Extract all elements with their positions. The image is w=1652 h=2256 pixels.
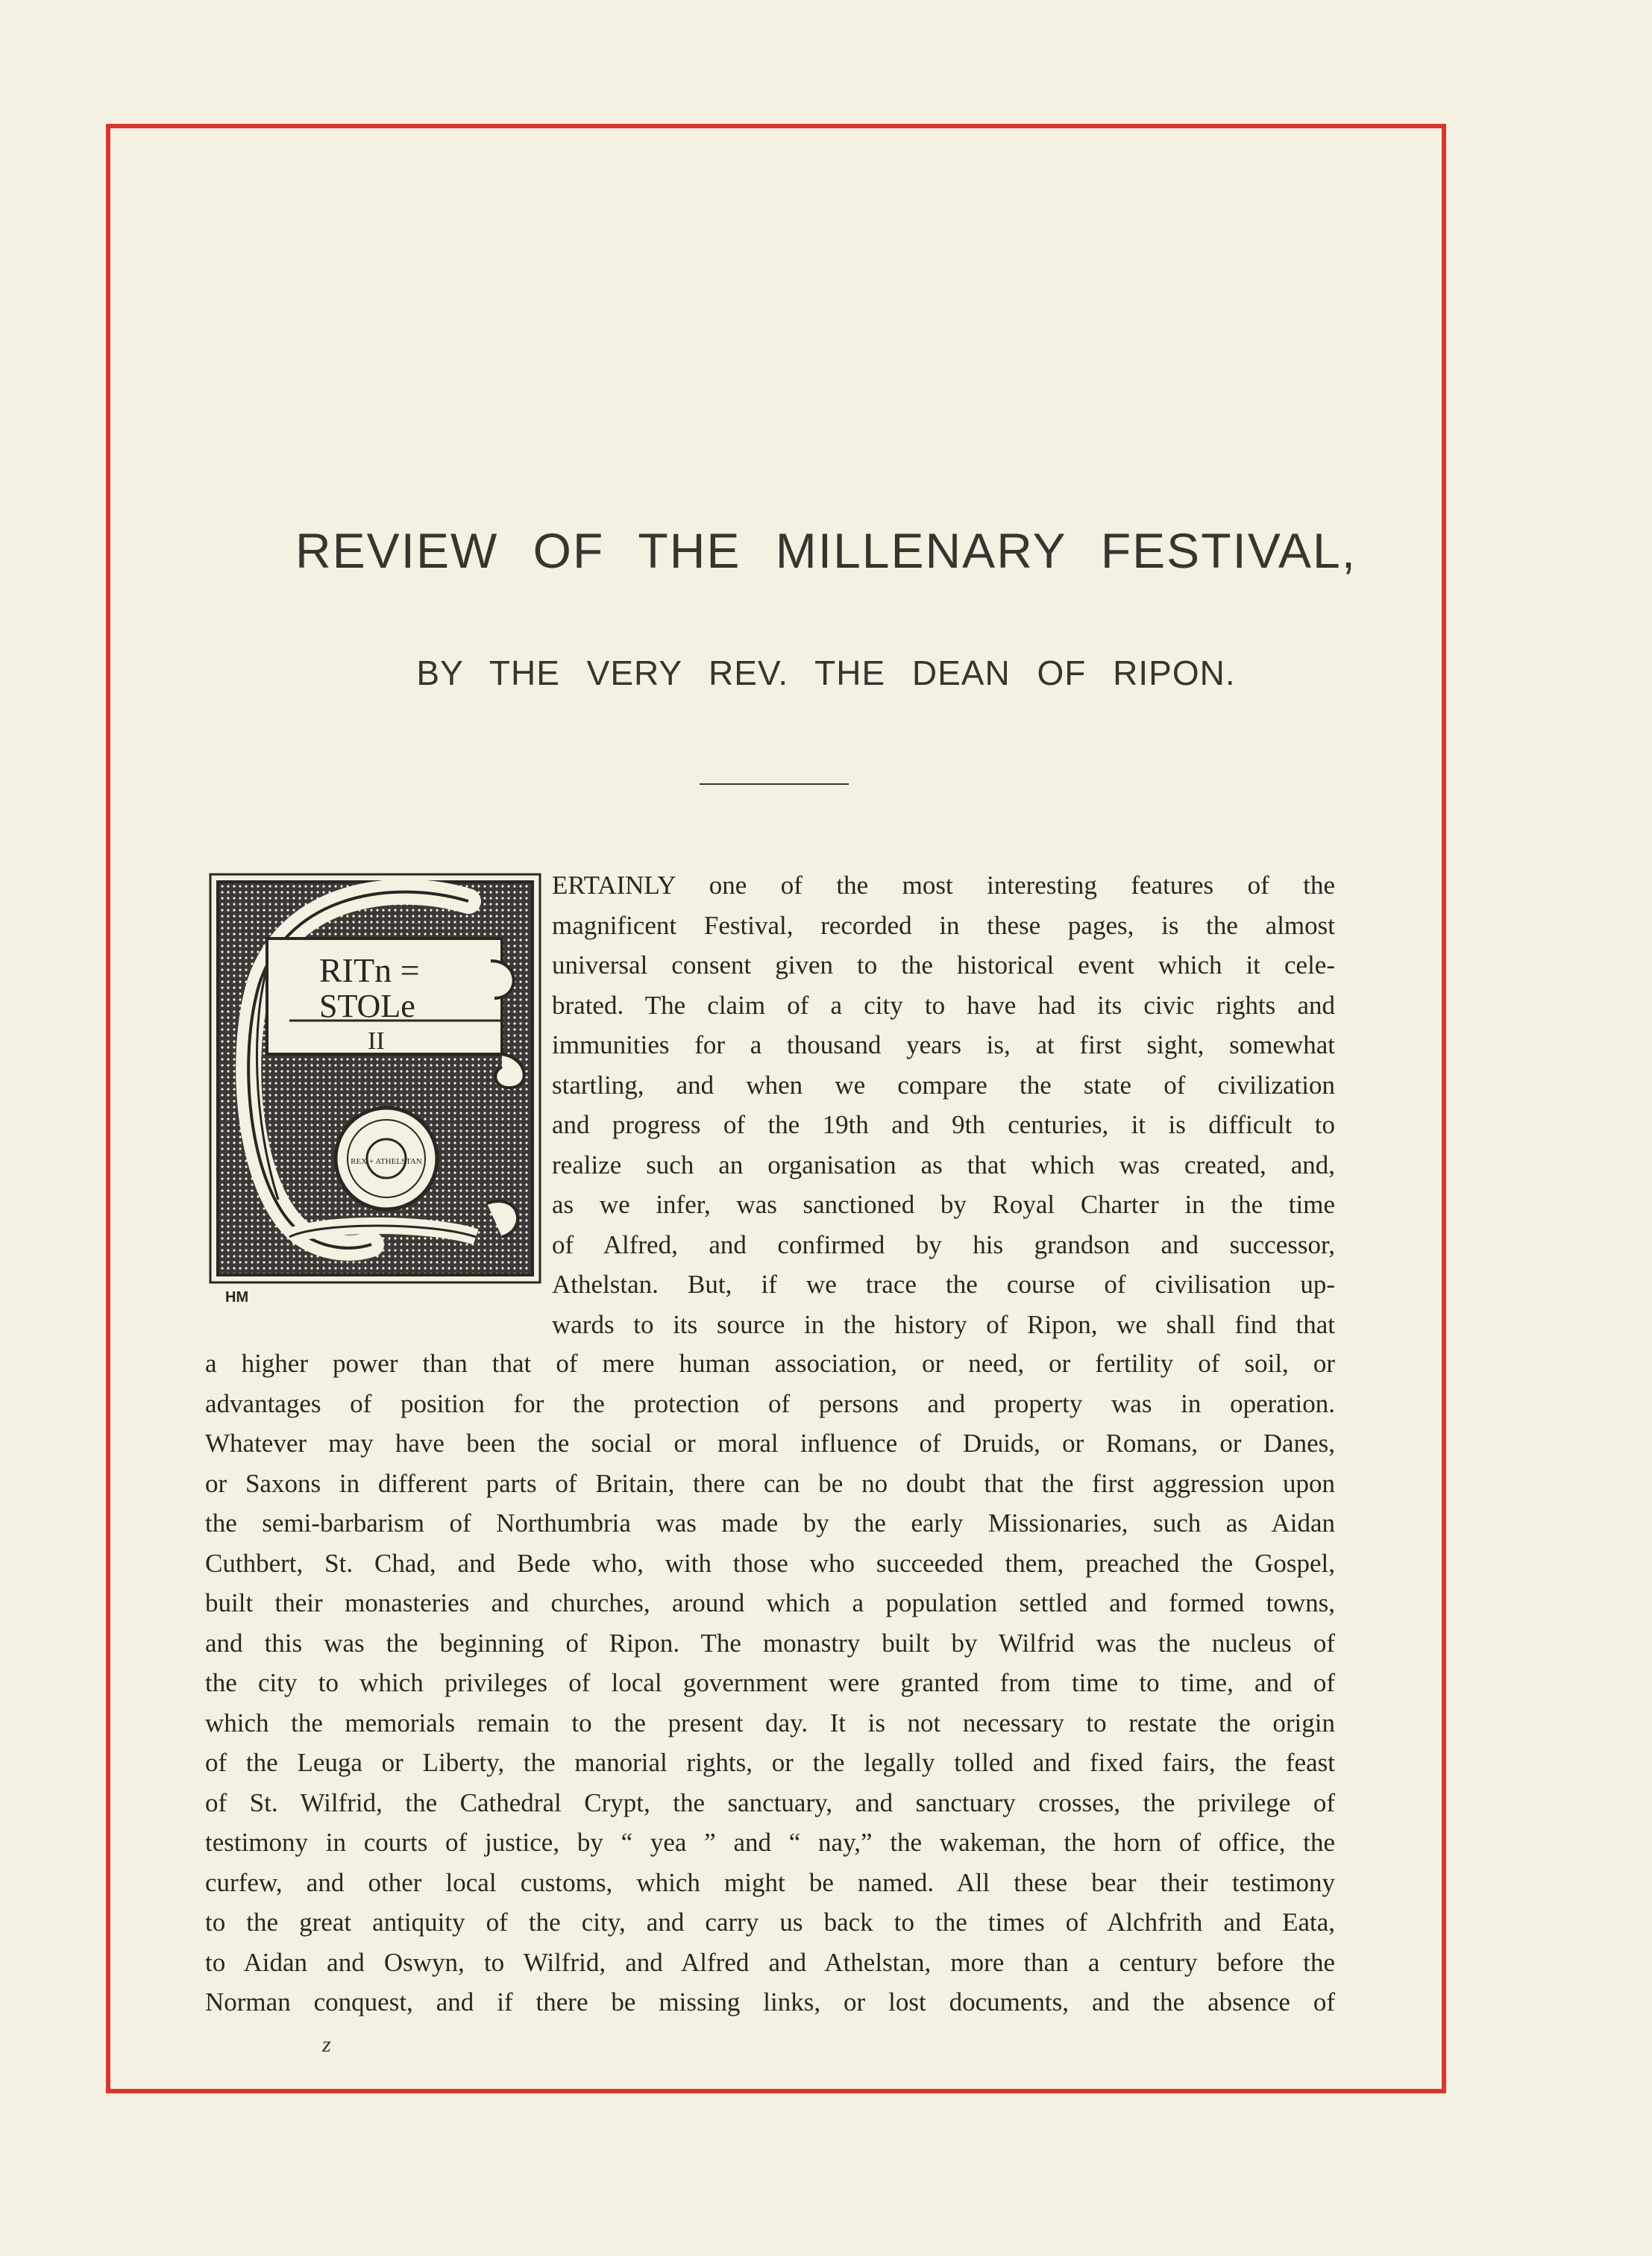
decorated-initial-c bbox=[207, 871, 543, 1285]
opening-paragraph bbox=[552, 865, 1335, 1344]
article-byline: BY THE VERY REV. THE DEAN OF RIPON. bbox=[416, 654, 1236, 692]
text-line: Athelstan. But, if we trace the course of civilisation up- bbox=[552, 1270, 1335, 1299]
text-line: of St. Wilfrid, the Cathedral Crypt, the sanctuary, and sanctuary crosses, the privilege of bbox=[205, 1787, 1335, 1817]
text-line: and progress of the 19th and 9th centuries, it is difficult to bbox=[552, 1110, 1335, 1139]
body-paragraph bbox=[205, 1344, 1335, 2022]
text-line: startling, and when we compare the state of civilization bbox=[552, 1070, 1335, 1100]
text-line: of the Leuga or Liberty, the manorial rights, or the legally tolled and fixed fairs, the feast bbox=[205, 1748, 1335, 1777]
text-line: Whatever may have been the social or moral influence of Druids, or Romans, or Danes, bbox=[205, 1429, 1335, 1458]
text-line: of Alfred, and confirmed by his grandson and successor, bbox=[552, 1229, 1335, 1259]
illustrator-monogram: HM bbox=[225, 1289, 249, 1306]
signature-mark: z bbox=[322, 2032, 331, 2057]
text-line: to the great antiquity of the city, and carry us back to the times of Alchfrith and Eata, bbox=[205, 1908, 1335, 1937]
text-line: immunities for a thousand years is, at first sight, somewhat bbox=[552, 1030, 1335, 1059]
initial-numeral: II bbox=[368, 1027, 385, 1055]
text-line: wards to its source in the history of Ripon, we shall find that bbox=[552, 1309, 1335, 1339]
text-line: the city to which privileges of local government were granted from time to time, and of bbox=[205, 1668, 1335, 1697]
title-rule bbox=[700, 783, 849, 785]
article-title: REVIEW OF THE MILLENARY FESTIVAL, bbox=[295, 523, 1357, 578]
initial-bottom-text: STOLe bbox=[319, 988, 415, 1024]
seal-text: REX + ATHELSTAN bbox=[351, 1157, 422, 1166]
text-line: ERTAINLY one of the most interesting features of the bbox=[552, 871, 1335, 900]
text-line: universal consent given to the historical event which it cele- bbox=[552, 950, 1335, 980]
text-line: a higher power than that of mere human association, or need, or fertility of soil, or bbox=[205, 1349, 1335, 1378]
text-line: realize such an organisation as that which was created, and, bbox=[552, 1150, 1335, 1179]
text-line: as we infer, was sanctioned by Royal Charter in the time bbox=[552, 1190, 1335, 1219]
text-line: built their monasteries and churches, around which a population settled and formed towns, bbox=[205, 1588, 1335, 1617]
text-line: curfew, and other local customs, which might be named. All these bear their testimony bbox=[205, 1867, 1335, 1897]
initial-top-text: RITn = bbox=[319, 951, 420, 989]
text-line: Norman conquest, and if there be missing links, or lost documents, and the absence of bbox=[205, 1987, 1335, 2017]
text-line: and this was the beginning of Ripon. The monastry built by Wilfrid was the nucleus of bbox=[205, 1628, 1335, 1658]
text-line: testimony in courts of justice, by “ yea ” and “ nay,” the wakeman, the horn of office, the bbox=[205, 1828, 1335, 1857]
text-line: the semi-barbarism of Northumbria was made by the early Missionaries, such as Aidan bbox=[205, 1508, 1335, 1538]
text-line: or Saxons in different parts of Britain, there can be no doubt that the first aggression upon bbox=[205, 1468, 1335, 1498]
text-line: brated. The claim of a city to have had its civic rights and bbox=[552, 990, 1335, 1020]
text-line: magnificent Festival, recorded in these pages, is the almost bbox=[552, 910, 1335, 940]
text-line: advantages of position for the protection of persons and property was in operation. bbox=[205, 1388, 1335, 1418]
text-line: which the memorials remain to the present day. It is not necessary to restate the origin bbox=[205, 1708, 1335, 1738]
text-line: Cuthbert, St. Chad, and Bede who, with those who succeeded them, preached the Gospel, bbox=[205, 1548, 1335, 1578]
text-line: to Aidan and Oswyn, to Wilfrid, and Alfred and Athelstan, more than a century before the bbox=[205, 1947, 1335, 1977]
